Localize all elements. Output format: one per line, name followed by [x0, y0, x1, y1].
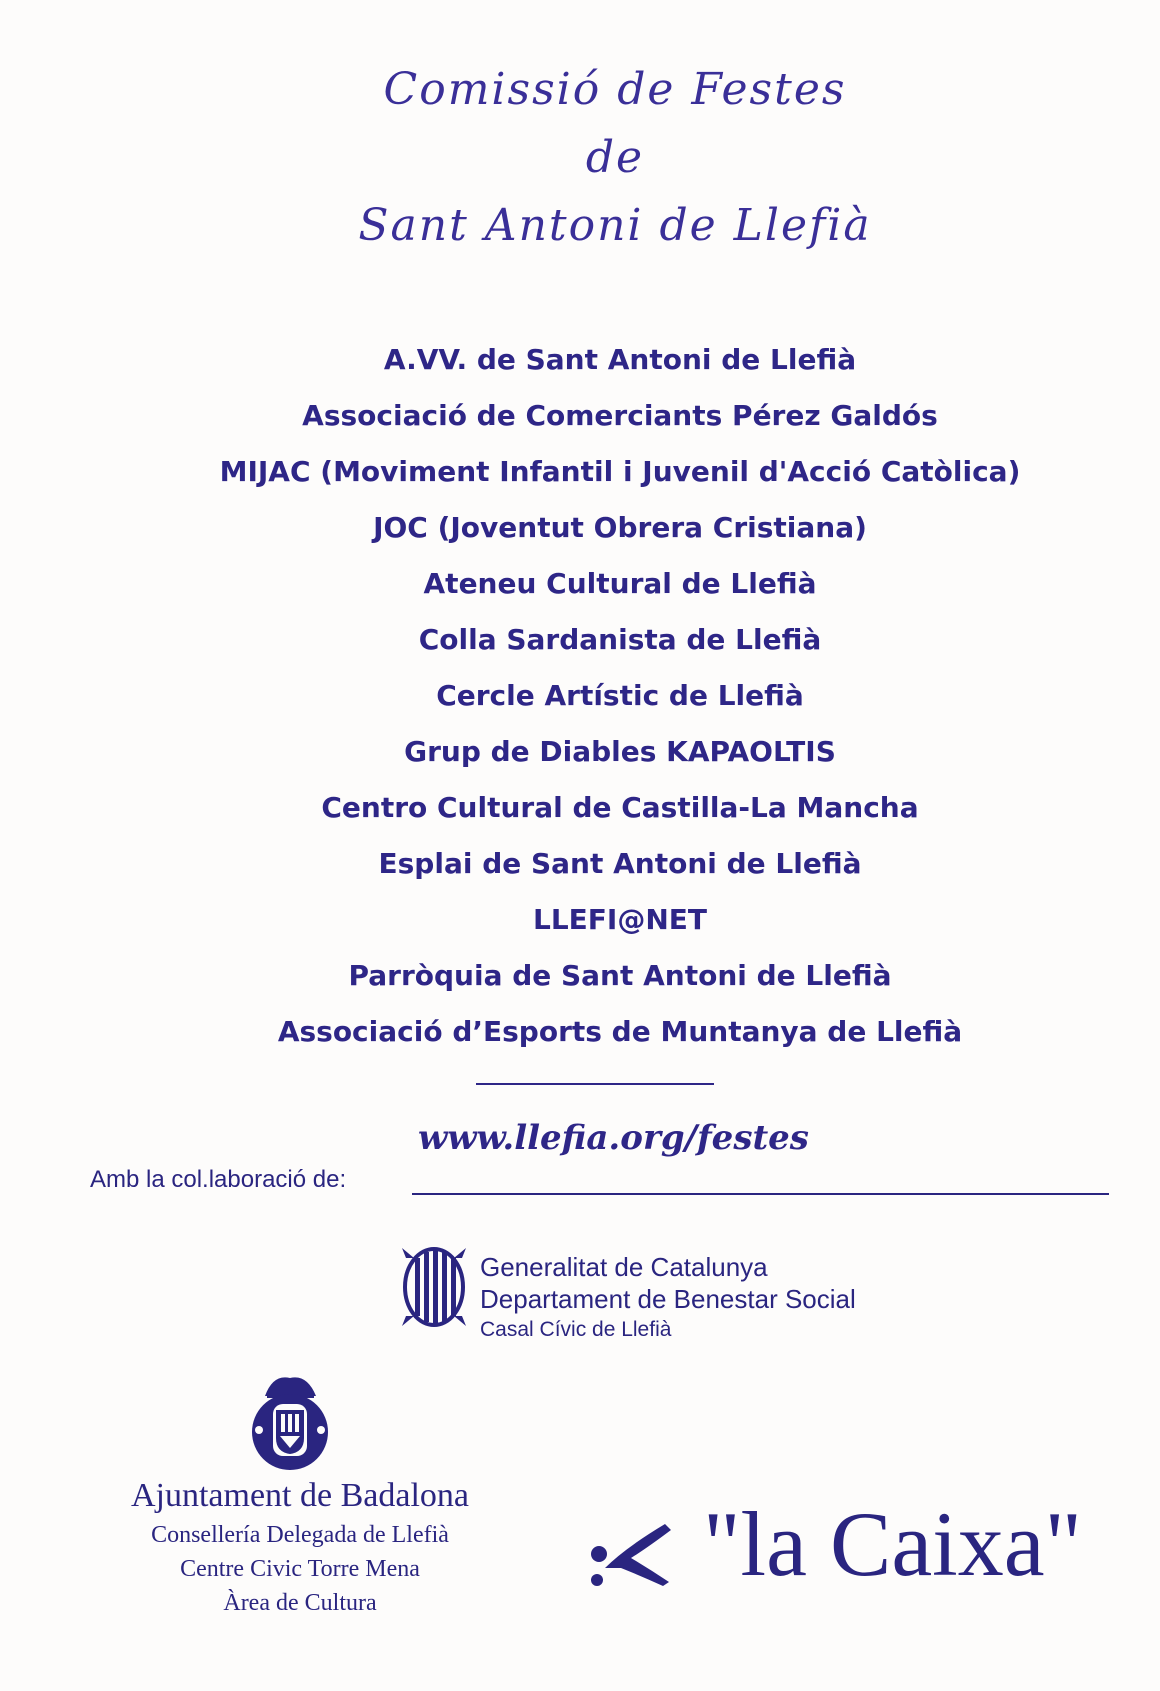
organization-item: Cercle Artístic de Llefià [436, 679, 804, 712]
title-block [0, 64, 1160, 251]
badalona-name: Ajuntament de Badalona [130, 1477, 469, 1514]
organization-item: Ateneu Cultural de Llefià [423, 567, 817, 600]
organization-item: Grup de Diables KAPAOLTIS [404, 735, 836, 768]
organization-item: Associació de Comerciants Pérez Galdós [302, 399, 938, 432]
organization-item: A.VV. de Sant Antoni de Llefià [383, 343, 857, 376]
website-link[interactable]: www.llefia.org/festes [418, 1118, 809, 1158]
title-line-3: Sant Antoni de Llefià [358, 200, 872, 251]
divider-line [476, 1083, 714, 1085]
caixa-star-icon [585, 1518, 675, 1588]
generalitat-shield-icon [394, 1242, 474, 1332]
collaboration-rule [412, 1193, 1109, 1195]
organization-item: Colla Sardanista de Llefià [418, 623, 822, 656]
generalitat-center: Casal Cívic de Llefià [480, 1318, 672, 1341]
generalitat-name: Generalitat de Catalunya [480, 1252, 768, 1282]
badalona-text [100, 1474, 500, 1620]
badalona-center: Centre Civic Torre Mena [180, 1556, 420, 1582]
organization-item: Associació d’Esports de Muntanya de Llefià [277, 1015, 963, 1048]
organization-item: Parròquia de Sant Antoni de Llefià [348, 959, 892, 992]
organization-item: Centro Cultural de Castilla-La Mancha [321, 791, 919, 824]
organization-item: LLEFI@NET [532, 903, 707, 936]
badalona-area: Àrea de Cultura [223, 1590, 377, 1616]
caixa-logo-text: "la Caixa" [703, 1493, 1083, 1595]
organization-item: Esplai de Sant Antoni de Llefià [378, 847, 862, 880]
badalona-council: Consellería Delegada de Llefià [151, 1522, 449, 1548]
title-line-2: de [585, 132, 645, 183]
organization-list [0, 332, 1160, 1060]
organization-item: JOC (Joventut Obrera Cristiana) [373, 511, 867, 544]
generalitat-text [480, 1251, 856, 1345]
generalitat-department: Departament de Benestar Social [480, 1284, 856, 1314]
organization-item: MIJAC (Moviment Infantil i Juvenil d'Acció Catòlica) [219, 455, 1021, 488]
title-line-1: Comissió de Festes [383, 64, 847, 115]
badalona-seal-icon [243, 1370, 338, 1475]
collaboration-label: Amb la col.laboració de: [90, 1166, 347, 1193]
